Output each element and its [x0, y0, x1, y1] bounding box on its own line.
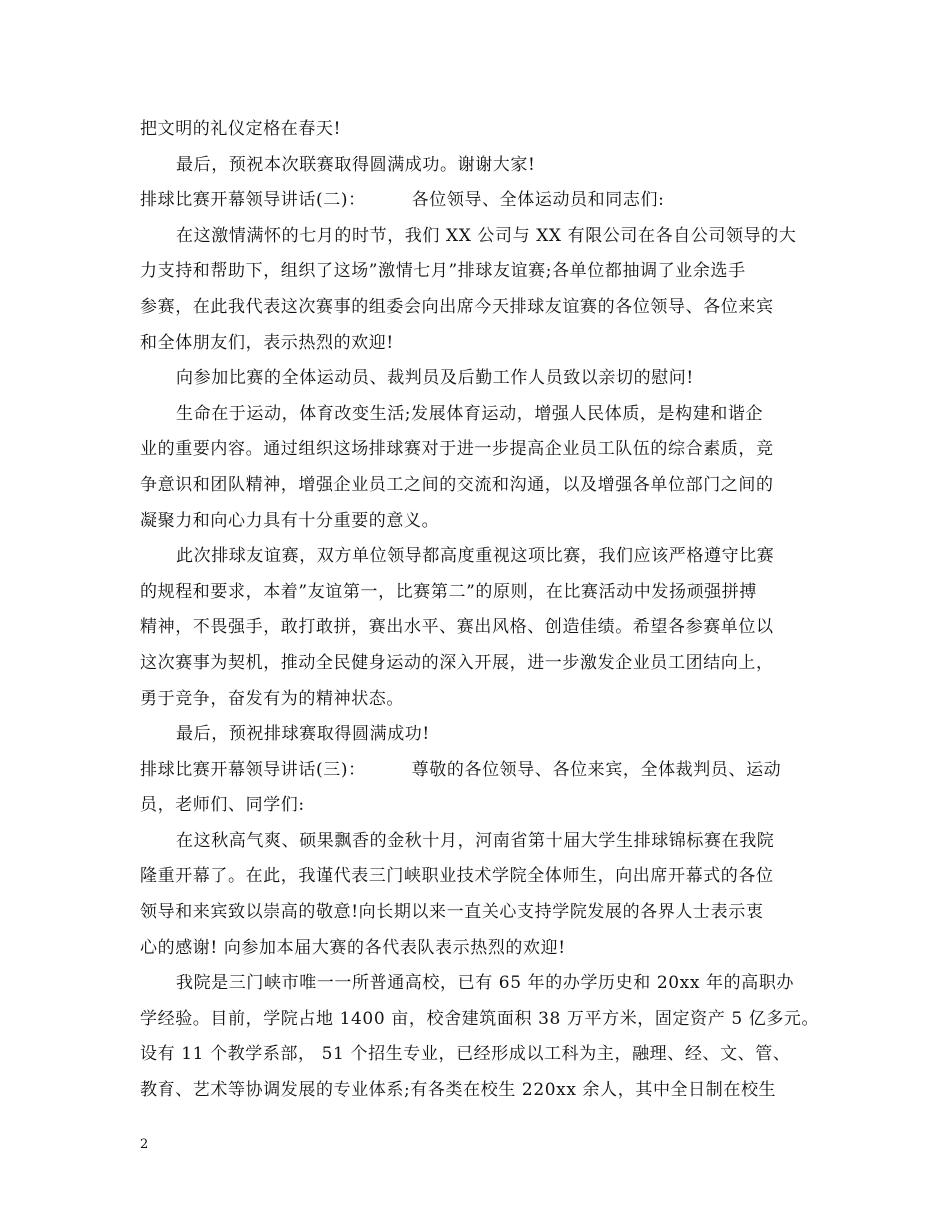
text-line: 隆重开幕了。在此，我谨代表三门峡职业技术学院全体师生，向出席开幕式的各位 — [140, 866, 774, 887]
text-line: 业的重要内容。通过组织这场排球赛对于进一步提高企业员工队伍的综合素质，竞 — [140, 439, 774, 460]
section-heading-line — [140, 753, 830, 789]
text-line: 力支持和帮助下，组织了这场”激情七月”排球友谊赛;各单位都抽调了业余选手 — [140, 261, 746, 282]
text-line: 生命在于运动，体育改变生活;发展体育运动，增强人民体质，是构建和谐企 — [176, 403, 764, 424]
text-line: 设有 11 个教学系部， 51 个招生专业，已经形成以工科为主，融理、经、文、管、 — [140, 1044, 791, 1065]
document-body — [140, 112, 830, 1109]
text-line: 向参加比赛的全体运动员、裁判员及后勤工作人员致以亲切的慰问! — [176, 368, 694, 389]
text-line: 此次排球友谊赛，双方单位领导都高度重视这项比赛，我们应该严格遵守比赛 — [176, 546, 775, 567]
text-line: 精神，不畏强手，敢打敢拼，赛出水平、赛出风格、创造佳绩。希望各参赛单位以 — [140, 617, 774, 638]
text-line: 凝聚力和向心力具有十分重要的意义。 — [140, 510, 440, 531]
text-line: 勇于竞争，奋发有为的精神状态。 — [140, 688, 404, 709]
text-line: 最后，预祝本次联赛取得圆满成功。谢谢大家! — [176, 154, 536, 175]
salutation: 尊敬的各位领导、各位来宾，全体裁判员、运动 — [411, 759, 782, 780]
text-line: 我院是三门峡市唯一一所普通高校，已有 65 年的办学历史和 20xx 年的高职办 — [176, 973, 795, 994]
section-heading: 排球比赛开幕领导讲话(三)： — [140, 759, 366, 780]
text-line: 学经验。目前，学院占地 1400 亩，校舍建筑面积 38 万平方米，固定资产 5 亿多元。 — [140, 1008, 820, 1029]
text-line: 心的感谢! 向参加本届大赛的各代表队表示热烈的欢迎! — [140, 937, 566, 958]
salutation: 各位领导、全体运动员和同志们: — [411, 190, 665, 211]
page-number: 2 — [140, 1137, 149, 1152]
text-line: 领导和来宾致以崇高的敬意!向长期以来一直关心支持学院发展的各界人士表示衷 — [140, 902, 764, 923]
section-heading: 排球比赛开幕领导讲话(二)： — [140, 190, 366, 211]
text-line: 员，老师们、同学们: — [140, 795, 305, 816]
text-line: 把文明的礼仪定格在春天! — [140, 119, 342, 139]
text-line: 参赛，在此我代表这次赛事的组委会向出席今天排球友谊赛的各位领导、各位来宾 — [140, 296, 774, 317]
section-heading-line — [140, 183, 830, 219]
text-line: 在这激情满怀的七月的时节，我们 XX 公司与 XX 有限公司在各自公司领导的大 — [176, 225, 797, 246]
text-line: 争意识和团队精神，增强企业员工之间的交流和沟通，以及增强各单位部门之间的 — [140, 474, 774, 495]
text-line: 的规程和要求，本着”友谊第一，比赛第二”的原则，在比赛活动中发扬顽强拼搏 — [140, 581, 757, 602]
text-line: 教育、艺术等协调发展的专业体系;有各类在校生 220xx 余人，其中全日制在校生 — [140, 1080, 777, 1101]
text-line: 在这秋高气爽、硕果飘香的金秋十月，河南省第十届大学生排球锦标赛在我院 — [176, 830, 775, 851]
text-line: 和全体朋友们，表示热烈的欢迎! — [140, 332, 394, 353]
text-line: 最后，预祝排球赛取得圆满成功! — [176, 724, 430, 745]
text-line: 这次赛事为契机，推动全民健身运动的深入开展，进一步激发企业员工团结向上， — [140, 652, 774, 673]
